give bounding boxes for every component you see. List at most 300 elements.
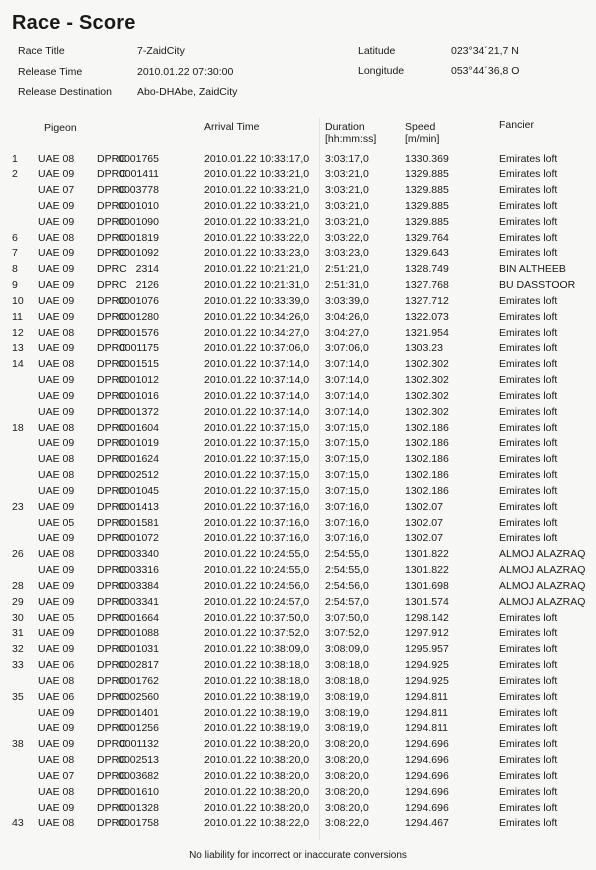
release-time-label: Release Time xyxy=(18,66,83,78)
cell-arrival: 2010.01.22 10:37:16,0 xyxy=(204,516,310,529)
cell-ring: 0002817 xyxy=(118,659,159,672)
cell-fancier: Emirates loft xyxy=(499,152,558,165)
cell-speed: 1329.764 xyxy=(405,231,449,244)
table-row xyxy=(0,642,596,658)
cell-org: DPRC xyxy=(97,532,127,545)
cell-org: DPRC xyxy=(97,754,127,767)
cell-duration: 3:03:23,0 xyxy=(325,247,369,260)
cell-org: DPRC xyxy=(97,706,127,719)
cell-country: UAE 09 xyxy=(38,484,75,497)
cell-duration: 3:08:18,0 xyxy=(325,659,369,672)
cell-duration: 3:07:14,0 xyxy=(325,358,369,371)
cell-speed: 1302.186 xyxy=(405,484,449,497)
table-row xyxy=(0,167,596,183)
cell-org: DPRC xyxy=(97,611,127,624)
header-pigeon: Pigeon xyxy=(44,122,77,134)
cell-duration: 3:08:18,0 xyxy=(325,674,369,687)
cell-fancier: Emirates loft xyxy=(499,405,558,418)
cell-fancier: Emirates loft xyxy=(499,326,558,339)
cell-ring: 0001010 xyxy=(118,199,159,212)
cell-ring: 0001031 xyxy=(118,643,159,656)
cell-arrival: 2010.01.22 10:38:18,0 xyxy=(204,674,310,687)
release-destination-label: Release Destination xyxy=(18,86,112,98)
cell-duration: 3:07:16,0 xyxy=(325,516,369,529)
table-row xyxy=(0,563,596,579)
cell-country: UAE 07 xyxy=(38,769,75,782)
cell-country: UAE 09 xyxy=(38,801,75,814)
cell-speed: 1294.696 xyxy=(405,801,449,814)
cell-country: UAE 05 xyxy=(38,611,75,624)
cell-speed: 1330.369 xyxy=(405,152,449,165)
cell-ring: 0001088 xyxy=(118,627,159,640)
table-row xyxy=(0,405,596,421)
cell-country: UAE 09 xyxy=(38,643,75,656)
cell-arrival: 2010.01.22 10:38:20,0 xyxy=(204,754,310,767)
cell-fancier: Emirates loft xyxy=(499,801,558,814)
cell-arrival: 2010.01.22 10:38:18,0 xyxy=(204,659,310,672)
cell-fancier: Emirates loft xyxy=(499,785,558,798)
cell-speed: 1294.696 xyxy=(405,754,449,767)
cell-arrival: 2010.01.22 10:37:52,0 xyxy=(204,627,310,640)
table-row xyxy=(0,199,596,215)
cell-arrival: 2010.01.22 10:24:55,0 xyxy=(204,548,310,561)
cell-rank: 2 xyxy=(12,168,18,181)
cell-org: DPRC xyxy=(97,389,127,402)
cell-fancier: Emirates loft xyxy=(499,627,558,640)
cell-duration: 3:08:19,0 xyxy=(325,690,369,703)
cell-org: DPRC xyxy=(97,801,127,814)
cell-country: UAE 06 xyxy=(38,690,75,703)
cell-ring: 0003778 xyxy=(118,184,159,197)
cell-country: UAE 08 xyxy=(38,674,75,687)
cell-rank: 33 xyxy=(12,659,24,672)
cell-fancier: Emirates loft xyxy=(499,516,558,529)
table-row xyxy=(0,737,596,753)
table-row xyxy=(0,152,596,168)
cell-country: UAE 08 xyxy=(38,785,75,798)
cell-arrival: 2010.01.22 10:37:15,0 xyxy=(204,421,310,434)
cell-country: UAE 08 xyxy=(38,817,75,830)
cell-speed: 1301.574 xyxy=(405,595,449,608)
cell-fancier: Emirates loft xyxy=(499,310,558,323)
cell-speed: 1295.957 xyxy=(405,643,449,656)
cell-speed: 1302.07 xyxy=(405,500,443,513)
cell-arrival: 2010.01.22 10:38:19,0 xyxy=(204,706,310,719)
cell-fancier: Emirates loft xyxy=(499,437,558,450)
longitude-label: Longitude xyxy=(358,65,405,77)
cell-fancier: Emirates loft xyxy=(499,769,558,782)
header-duration: Duration xyxy=(325,121,365,133)
cell-duration: 3:07:52,0 xyxy=(325,627,369,640)
cell-rank: 30 xyxy=(12,611,24,624)
cell-ring: 0001401 xyxy=(118,706,159,719)
cell-arrival: 2010.01.22 10:37:14,0 xyxy=(204,374,310,387)
cell-duration: 2:54:57,0 xyxy=(325,595,369,608)
cell-rank: 31 xyxy=(12,627,24,640)
cell-speed: 1302.302 xyxy=(405,358,449,371)
table-row xyxy=(0,611,596,627)
cell-rank: 38 xyxy=(12,738,24,751)
longitude-value: 053°44´36,8 O xyxy=(451,65,520,77)
cell-ring: 2126 xyxy=(135,279,159,292)
cell-fancier: Emirates loft xyxy=(499,690,558,703)
cell-ring: 0001090 xyxy=(118,215,159,228)
cell-country: UAE 09 xyxy=(38,247,75,260)
cell-speed: 1294.811 xyxy=(405,722,449,735)
cell-rank: 12 xyxy=(12,326,24,339)
cell-ring: 0003341 xyxy=(118,595,159,608)
cell-org: DPRC xyxy=(97,294,127,307)
cell-duration: 3:08:09,0 xyxy=(325,643,369,656)
cell-fancier: Emirates loft xyxy=(499,247,558,260)
cell-duration: 2:54:55,0 xyxy=(325,548,369,561)
cell-ring: 0001092 xyxy=(118,247,159,260)
cell-org: DPRC xyxy=(97,453,127,466)
cell-duration: 3:08:22,0 xyxy=(325,817,369,830)
cell-org: DPRC xyxy=(97,548,127,561)
header-speed: Speed xyxy=(405,121,436,133)
cell-org: DPRC xyxy=(97,358,127,371)
cell-ring: 0001012 xyxy=(118,374,159,387)
cell-ring: 0002513 xyxy=(118,754,159,767)
cell-arrival: 2010.01.22 10:24:57,0 xyxy=(204,595,310,608)
table-row xyxy=(0,753,596,769)
cell-duration: 3:07:16,0 xyxy=(325,500,369,513)
cell-ring: 0001515 xyxy=(118,358,159,371)
cell-speed: 1302.302 xyxy=(405,374,449,387)
cell-rank: 18 xyxy=(12,421,24,434)
cell-org: DPRC xyxy=(97,674,127,687)
cell-rank: 10 xyxy=(12,294,24,307)
cell-org: DPRC xyxy=(97,215,127,228)
table-row xyxy=(0,421,596,437)
cell-country: UAE 08 xyxy=(38,754,75,767)
cell-ring: 0001411 xyxy=(118,168,159,181)
table-row xyxy=(0,706,596,722)
cell-duration: 2:54:56,0 xyxy=(325,579,369,592)
cell-fancier: BU DASSTOOR xyxy=(499,279,576,292)
cell-duration: 2:51:21,0 xyxy=(325,263,369,276)
cell-org: DPRC xyxy=(97,627,127,640)
cell-speed: 1294.696 xyxy=(405,785,449,798)
table-row xyxy=(0,658,596,674)
cell-duration: 3:08:20,0 xyxy=(325,769,369,782)
cell-fancier: Emirates loft xyxy=(499,453,558,466)
cell-country: UAE 09 xyxy=(38,595,75,608)
table-row xyxy=(0,389,596,405)
cell-arrival: 2010.01.22 10:37:15,0 xyxy=(204,469,310,482)
cell-country: UAE 09 xyxy=(38,627,75,640)
cell-speed: 1294.811 xyxy=(405,690,449,703)
cell-ring: 0003682 xyxy=(118,769,159,782)
cell-rank: 35 xyxy=(12,690,24,703)
cell-speed: 1294.925 xyxy=(405,659,449,672)
cell-speed: 1302.186 xyxy=(405,421,449,434)
cell-arrival: 2010.01.22 10:37:16,0 xyxy=(204,532,310,545)
cell-arrival: 2010.01.22 10:38:20,0 xyxy=(204,769,310,782)
cell-arrival: 2010.01.22 10:38:20,0 xyxy=(204,785,310,798)
cell-speed: 1294.696 xyxy=(405,738,449,751)
cell-duration: 3:03:39,0 xyxy=(325,294,369,307)
cell-arrival: 2010.01.22 10:37:16,0 xyxy=(204,500,310,513)
cell-speed: 1294.811 xyxy=(405,706,449,719)
cell-ring: 0002512 xyxy=(118,469,159,482)
table-row xyxy=(0,357,596,373)
cell-fancier: ALMOJ ALAZRAQ xyxy=(499,564,586,577)
table-row xyxy=(0,579,596,595)
table-row xyxy=(0,690,596,706)
cell-ring: 0001624 xyxy=(118,453,159,466)
cell-duration: 3:07:15,0 xyxy=(325,484,369,497)
cell-fancier: Emirates loft xyxy=(499,374,558,387)
cell-duration: 3:03:21,0 xyxy=(325,168,369,181)
cell-speed: 1328.749 xyxy=(405,263,449,276)
cell-speed: 1294.467 xyxy=(405,817,449,830)
cell-duration: 3:07:15,0 xyxy=(325,469,369,482)
cell-speed: 1301.822 xyxy=(405,564,449,577)
cell-ring: 0002560 xyxy=(118,690,159,703)
cell-arrival: 2010.01.22 10:33:23,0 xyxy=(204,247,310,260)
cell-country: UAE 09 xyxy=(38,263,75,276)
cell-org: DPRC xyxy=(97,643,127,656)
cell-country: UAE 08 xyxy=(38,453,75,466)
cell-duration: 3:03:22,0 xyxy=(325,231,369,244)
cell-ring: 0001758 xyxy=(118,817,159,830)
race-title-label: Race Title xyxy=(18,45,65,57)
cell-org: DPRC xyxy=(97,595,127,608)
cell-country: UAE 09 xyxy=(38,342,75,355)
cell-rank: 7 xyxy=(12,247,18,260)
cell-org: DPRC xyxy=(97,659,127,672)
cell-duration: 3:07:15,0 xyxy=(325,453,369,466)
table-row xyxy=(0,183,596,199)
table-row xyxy=(0,215,596,231)
cell-duration: 3:07:15,0 xyxy=(325,421,369,434)
cell-duration: 3:08:20,0 xyxy=(325,801,369,814)
cell-org: DPRC xyxy=(97,168,127,181)
cell-ring: 0001762 xyxy=(118,674,159,687)
cell-arrival: 2010.01.22 10:37:14,0 xyxy=(204,405,310,418)
cell-rank: 11 xyxy=(12,310,23,323)
cell-fancier: Emirates loft xyxy=(499,215,558,228)
cell-duration: 3:03:21,0 xyxy=(325,199,369,212)
cell-ring: 0003340 xyxy=(118,548,159,561)
cell-ring: 0001664 xyxy=(118,611,159,624)
table-row xyxy=(0,674,596,690)
cell-rank: 14 xyxy=(12,358,24,371)
cell-ring: 0001280 xyxy=(118,310,159,323)
cell-org: DPRC xyxy=(97,279,127,292)
cell-rank: 6 xyxy=(12,231,18,244)
cell-fancier: ALMOJ ALAZRAQ xyxy=(499,595,586,608)
cell-speed: 1303.23 xyxy=(405,342,443,355)
table-row xyxy=(0,373,596,389)
cell-org: DPRC xyxy=(97,231,127,244)
cell-speed: 1301.822 xyxy=(405,548,449,561)
cell-rank: 28 xyxy=(12,579,24,592)
cell-fancier: Emirates loft xyxy=(499,738,558,751)
table-row xyxy=(0,231,596,247)
table-row xyxy=(0,246,596,262)
cell-ring: 0001581 xyxy=(118,516,159,529)
cell-duration: 3:07:16,0 xyxy=(325,532,369,545)
cell-country: UAE 08 xyxy=(38,231,75,244)
cell-arrival: 2010.01.22 10:33:21,0 xyxy=(204,184,310,197)
header-speed-unit: [m/min] xyxy=(405,133,440,145)
cell-org: DPRC xyxy=(97,769,127,782)
cell-country: UAE 08 xyxy=(38,548,75,561)
cell-speed: 1322.073 xyxy=(405,310,449,323)
cell-country: UAE 05 xyxy=(38,516,75,529)
cell-arrival: 2010.01.22 10:24:55,0 xyxy=(204,564,310,577)
cell-org: DPRC xyxy=(97,469,127,482)
cell-org: DPRC xyxy=(97,310,127,323)
cell-ring: 0001045 xyxy=(118,484,159,497)
cell-org: DPRC xyxy=(97,199,127,212)
cell-ring: 0001256 xyxy=(118,722,159,735)
cell-country: UAE 09 xyxy=(38,168,75,181)
cell-org: DPRC xyxy=(97,421,127,434)
cell-speed: 1329.885 xyxy=(405,199,449,212)
table-row xyxy=(0,310,596,326)
cell-org: DPRC xyxy=(97,374,127,387)
cell-country: UAE 08 xyxy=(38,358,75,371)
latitude-value: 023°34´21,7 N xyxy=(451,45,519,57)
cell-rank: 32 xyxy=(12,643,24,656)
cell-ring: 0001765 xyxy=(118,152,159,165)
cell-country: UAE 09 xyxy=(38,215,75,228)
cell-speed: 1297.912 xyxy=(405,627,449,640)
table-row xyxy=(0,500,596,516)
race-title-value: 7-ZaidCity xyxy=(137,45,185,57)
cell-duration: 3:04:27,0 xyxy=(325,326,369,339)
cell-ring: 0001072 xyxy=(118,532,159,545)
cell-org: DPRC xyxy=(97,579,127,592)
cell-fancier: Emirates loft xyxy=(499,500,558,513)
cell-country: UAE 09 xyxy=(38,437,75,450)
cell-fancier: BIN ALTHEEB xyxy=(499,263,566,276)
cell-duration: 2:54:55,0 xyxy=(325,564,369,577)
cell-speed: 1298.142 xyxy=(405,611,449,624)
cell-ring: 0001413 xyxy=(118,500,159,513)
cell-ring: 0001019 xyxy=(118,437,159,450)
cell-arrival: 2010.01.22 10:24:56,0 xyxy=(204,579,310,592)
cell-org: DPRC xyxy=(97,263,127,276)
cell-ring: 0001576 xyxy=(118,326,159,339)
cell-country: UAE 09 xyxy=(38,532,75,545)
cell-speed: 1321.954 xyxy=(405,326,449,339)
table-row xyxy=(0,516,596,532)
cell-org: DPRC xyxy=(97,405,127,418)
cell-speed: 1302.186 xyxy=(405,437,449,450)
header-duration-unit: [hh:mm:ss] xyxy=(325,133,377,145)
cell-speed: 1302.302 xyxy=(405,405,449,418)
release-time-value: 2010.01.22 07:30:00 xyxy=(137,66,234,78)
cell-fancier: Emirates loft xyxy=(499,231,558,244)
cell-speed: 1294.925 xyxy=(405,674,449,687)
cell-country: UAE 09 xyxy=(38,199,75,212)
cell-country: UAE 08 xyxy=(38,469,75,482)
disclaimer-footer: No liability for incorrect or inaccurate conversions xyxy=(189,850,407,861)
cell-org: DPRC xyxy=(97,722,127,735)
cell-speed: 1329.885 xyxy=(405,168,449,181)
cell-arrival: 2010.01.22 10:37:06,0 xyxy=(204,342,310,355)
cell-ring: 0001604 xyxy=(118,421,159,434)
cell-speed: 1302.186 xyxy=(405,453,449,466)
cell-country: UAE 09 xyxy=(38,500,75,513)
cell-ring: 0001819 xyxy=(118,231,159,244)
cell-ring: 0001175 xyxy=(118,342,159,355)
cell-ring: 0001372 xyxy=(118,405,159,418)
cell-org: DPRC xyxy=(97,437,127,450)
cell-fancier: ALMOJ ALAZRAQ xyxy=(499,548,586,561)
cell-speed: 1329.643 xyxy=(405,247,449,260)
cell-duration: 3:03:21,0 xyxy=(325,184,369,197)
cell-arrival: 2010.01.22 10:38:09,0 xyxy=(204,643,310,656)
cell-duration: 3:07:50,0 xyxy=(325,611,369,624)
cell-fancier: ALMOJ ALAZRAQ xyxy=(499,579,586,592)
cell-arrival: 2010.01.22 10:21:31,0 xyxy=(204,279,310,292)
cell-rank: 26 xyxy=(12,548,24,561)
cell-country: UAE 09 xyxy=(38,374,75,387)
cell-country: UAE 07 xyxy=(38,184,75,197)
cell-country: UAE 08 xyxy=(38,152,75,165)
cell-country: UAE 09 xyxy=(38,389,75,402)
cell-ring: 0003384 xyxy=(118,579,159,592)
cell-ring: 0001328 xyxy=(118,801,159,814)
table-row xyxy=(0,278,596,294)
cell-speed: 1302.302 xyxy=(405,389,449,402)
cell-speed: 1302.07 xyxy=(405,532,443,545)
cell-fancier: Emirates loft xyxy=(499,754,558,767)
cell-arrival: 2010.01.22 10:34:26,0 xyxy=(204,310,310,323)
cell-duration: 3:03:21,0 xyxy=(325,215,369,228)
cell-fancier: Emirates loft xyxy=(499,484,558,497)
cell-org: DPRC xyxy=(97,247,127,260)
table-row xyxy=(0,262,596,278)
cell-ring: 0001610 xyxy=(118,785,159,798)
cell-duration: 3:08:19,0 xyxy=(325,706,369,719)
table-row xyxy=(0,626,596,642)
cell-rank: 1 xyxy=(12,152,18,165)
cell-fancier: Emirates loft xyxy=(499,469,558,482)
cell-fancier: Emirates loft xyxy=(499,199,558,212)
cell-country: UAE 08 xyxy=(38,326,75,339)
cell-country: UAE 09 xyxy=(38,706,75,719)
cell-rank: 43 xyxy=(12,817,24,830)
table-row xyxy=(0,769,596,785)
cell-rank: 13 xyxy=(12,342,24,355)
cell-arrival: 2010.01.22 10:37:50,0 xyxy=(204,611,310,624)
cell-duration: 3:04:26,0 xyxy=(325,310,369,323)
cell-duration: 3:07:14,0 xyxy=(325,405,369,418)
table-row xyxy=(0,785,596,801)
table-row xyxy=(0,468,596,484)
cell-arrival: 2010.01.22 10:38:20,0 xyxy=(204,801,310,814)
cell-speed: 1302.07 xyxy=(405,516,443,529)
cell-arrival: 2010.01.22 10:37:15,0 xyxy=(204,437,310,450)
cell-org: DPRC xyxy=(97,152,127,165)
table-row xyxy=(0,484,596,500)
page-title: Race - Score xyxy=(12,12,136,34)
table-row xyxy=(0,531,596,547)
cell-rank: 23 xyxy=(12,500,24,513)
cell-duration: 3:07:14,0 xyxy=(325,389,369,402)
cell-speed: 1294.696 xyxy=(405,769,449,782)
cell-org: DPRC xyxy=(97,690,127,703)
latitude-label: Latitude xyxy=(358,45,396,57)
cell-speed: 1329.885 xyxy=(405,215,449,228)
